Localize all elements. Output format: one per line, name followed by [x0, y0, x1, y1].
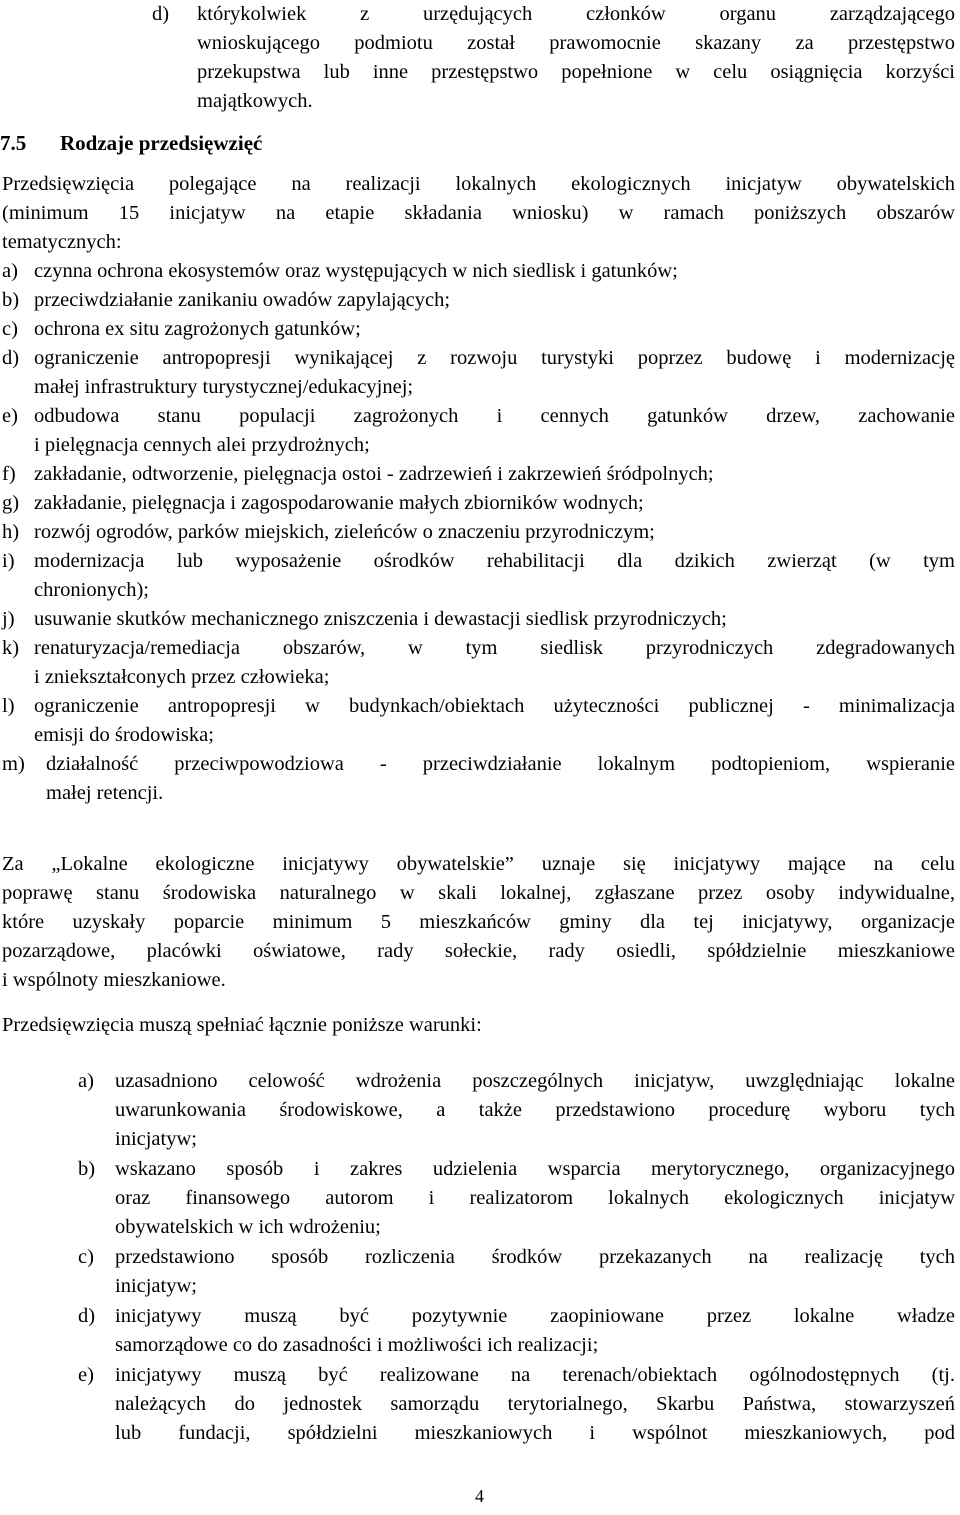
definition-line: pozarządowe, placówki oświatowe, rady sołeckie, rady osiedli, spółdzielnie mieszkaniowe: [2, 940, 955, 962]
area-text: czynna ochrona ekosystemów oraz występujących w nich siedlisk i gatunków;: [34, 260, 678, 282]
condition-text: uwarunkowania środowiskowe, a także przedstawiono procedurę wyboru tych: [115, 1099, 955, 1121]
condition-text: inicjatyw;: [115, 1275, 197, 1297]
condition-text: lub fundacji, spółdzielni mieszkaniowych i wspólnot mieszkaniowych, pod: [115, 1422, 955, 1444]
area-label: j): [2, 608, 15, 630]
intro-line: tematycznych:: [2, 231, 122, 253]
top-item-line: przekupstwa lub inne przestępstwo popełnione w celu osiągnięcia korzyści: [197, 61, 955, 83]
area-text: działalność przeciwpowodziowa - przeciwdziałanie lokalnym podtopieniom, wspieranie: [46, 753, 955, 775]
section-number: 7.5: [0, 131, 27, 155]
area-text: emisji do środowiska;: [34, 724, 214, 746]
area-text: małej retencji.: [46, 782, 164, 804]
area-label: l): [2, 695, 15, 717]
condition-text: uzasadniono celowość wdrożenia poszczególnych inicjatyw, uwzględniając lokalne: [115, 1070, 955, 1092]
condition-label: b): [78, 1158, 96, 1180]
area-text: ograniczenie antropopresji wynikającej z rozwoju turystyki poprzez budowę i modernizację: [34, 347, 955, 369]
condition-text: oraz finansowego autorom i realizatorom lokalnych ekologicznych inicjatyw: [115, 1187, 955, 1209]
area-text: małej infrastruktury turystycznej/edukacyjnej;: [34, 376, 414, 398]
section-title: Rodzaje przedsięwzięć: [60, 131, 263, 155]
top-item-line: wnioskującego podmiotu został prawomocnie skazany za przestępstwo: [197, 32, 955, 54]
area-label: h): [2, 521, 20, 543]
area-text: ochrona ex situ zagrożonych gatunków;: [34, 318, 361, 340]
area-text: usuwanie skutków mechanicznego zniszczenia i dewastacji siedlisk przyrodniczych;: [34, 608, 727, 630]
top-item-line: majątkowych.: [197, 90, 313, 112]
area-label: c): [2, 318, 18, 340]
area-text: renaturyzacja/remediacja obszarów, w tym siedlisk przyrodniczych zdegradowanych: [34, 637, 955, 659]
area-text: chronionych);: [34, 579, 149, 601]
area-label: m): [2, 753, 25, 775]
area-text: zakładanie, odtworzenie, pielęgnacja ostoi - zadrzewień i zakrzewień śródpolnych;: [34, 463, 714, 485]
area-label: g): [2, 492, 20, 514]
condition-label: c): [78, 1246, 94, 1268]
area-text: i pielęgnacja cennych alei przydrożnych;: [34, 434, 370, 456]
definition-line: i wspólnoty mieszkaniowe.: [2, 969, 226, 991]
area-label: e): [2, 405, 18, 427]
top-item-line: którykolwiek z urzędujących członków organu zarządzającego: [197, 3, 955, 25]
area-label: a): [2, 260, 18, 282]
condition-label: d): [78, 1305, 96, 1327]
condition-text: wskazano sposób i zakres udzielenia wsparcia merytorycznego, organizacyjnego: [115, 1158, 955, 1180]
definition-line: które uzyskały poparcie minimum 5 mieszkańców gminy dla tej inicjatywy, organizacje: [2, 911, 955, 933]
area-text: ograniczenie antropopresji w budynkach/obiektach użyteczności publicznej - minimalizacja: [34, 695, 955, 717]
condition-label: a): [78, 1070, 94, 1092]
condition-text: inicjatywy muszą być realizowane na terenach/obiektach ogólnodostępnych (tj.: [115, 1364, 955, 1386]
area-text: i zniekształconych przez człowieka;: [34, 666, 330, 688]
area-label: d): [2, 347, 20, 369]
condition-text: obywatelskich w ich wdrożeniu;: [115, 1216, 381, 1238]
definition-line: poprawę stanu środowiska naturalnego w skali lokalnej, zgłaszane przez osoby indywidualne,: [2, 882, 955, 904]
top-item-label: d): [152, 3, 170, 25]
area-label: k): [2, 637, 20, 659]
area-text: modernizacja lub wyposażenie ośrodków rehabilitacji dla dzikich zwierząt (w tym: [34, 550, 955, 572]
intro-line: Przedsięwzięcia polegające na realizacji lokalnych ekologicznych inicjatyw obywatelskich: [2, 173, 955, 195]
area-label: f): [2, 463, 16, 485]
page-number: 4: [475, 1486, 484, 1506]
intro-line: (minimum 15 inicjatyw na etapie składania wniosku) w ramach poniższych obszarów: [2, 202, 955, 224]
area-text: rozwój ogrodów, parków miejskich, zieleńców o znaczeniu przyrodniczym;: [34, 521, 655, 543]
condition-text: samorządowe co do zasadności i możliwości ich realizacji;: [115, 1334, 599, 1356]
area-text: odbudowa stanu populacji zagrożonych i cennych gatunków drzew, zachowanie: [34, 405, 955, 427]
definition-line: Za „Lokalne ekologiczne inicjatywy obywatelskie” uznaje się inicjatywy mające na celu: [2, 853, 955, 875]
area-text: przeciwdziałanie zanikaniu owadów zapylających;: [34, 289, 451, 311]
condition-text: przedstawiono sposób rozliczenia środków przekazanych na realizację tych: [115, 1246, 955, 1268]
conditions-intro: Przedsięwzięcia muszą spełniać łącznie poniższe warunki:: [2, 1014, 482, 1036]
area-label: b): [2, 289, 20, 311]
area-text: zakładanie, pielęgnacja i zagospodarowanie małych zbiorników wodnych;: [34, 492, 644, 514]
condition-text: inicjatywy muszą być pozytywnie zaopiniowane przez lokalne władze: [115, 1305, 955, 1327]
condition-text: inicjatyw;: [115, 1128, 197, 1150]
condition-label: e): [78, 1364, 94, 1386]
area-label: i): [2, 550, 15, 572]
condition-text: należących do jednostek samorządu terytorialnego, Skarbu Państwa, stowarzyszeń: [115, 1393, 955, 1415]
